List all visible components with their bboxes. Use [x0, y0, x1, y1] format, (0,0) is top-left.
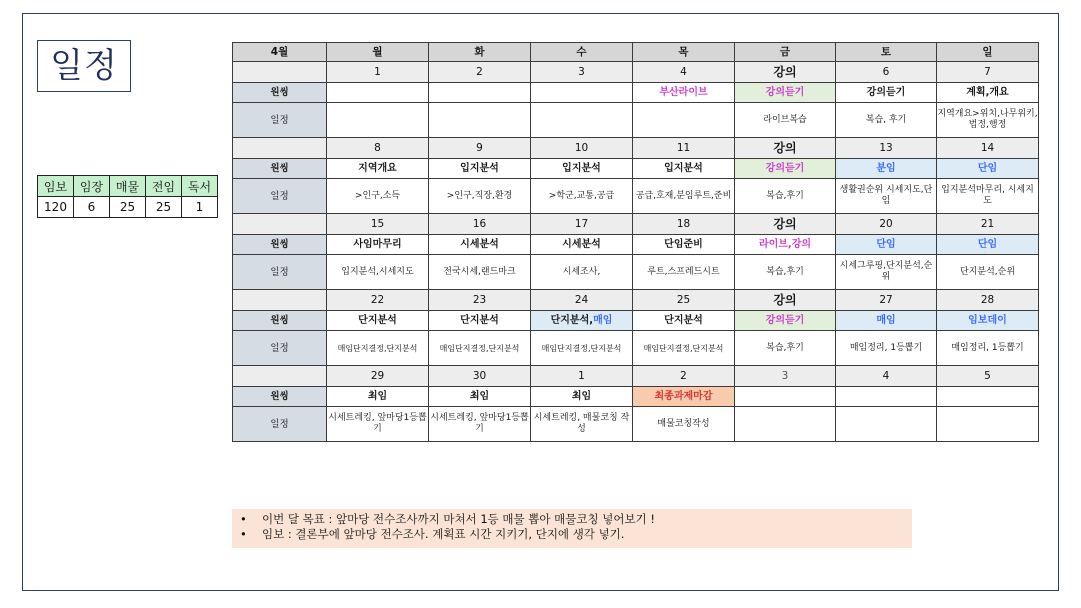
week-date-row	[233, 290, 1039, 311]
date-cell: 25	[633, 290, 735, 311]
date-cell: 27	[836, 290, 937, 311]
onething-cell: 지역개요	[327, 159, 429, 179]
onething-label: 원씽	[233, 235, 327, 255]
date-row-label	[233, 62, 327, 83]
calendar-table	[232, 42, 1039, 442]
onething-label: 원씽	[233, 311, 327, 331]
schedule-cell	[633, 103, 735, 138]
schedule-cell	[735, 407, 836, 442]
schedule-cell	[531, 103, 633, 138]
bullet-icon: •	[240, 527, 247, 541]
onething-cell: 단임	[937, 235, 1039, 255]
date-row-label	[233, 290, 327, 311]
date-cell: 29	[327, 366, 429, 387]
onething-cell: 강의듣기	[836, 83, 937, 103]
day-header: 수	[531, 43, 633, 62]
day-header: 월	[327, 43, 429, 62]
onething-cell: 단지분석	[327, 311, 429, 331]
schedule-cell: 입지분석마무리, 시세지도	[937, 179, 1039, 214]
day-header: 토	[836, 43, 937, 62]
date-cell: 3	[735, 366, 836, 387]
date-cell: 20	[836, 214, 937, 235]
date-cell: 7	[937, 62, 1039, 83]
onething-cell	[531, 83, 633, 103]
date-cell: 28	[937, 290, 1039, 311]
date-cell: 강의	[735, 290, 836, 311]
week-date-row	[233, 138, 1039, 159]
schedule-cell: 전국시세,랜드마크	[429, 255, 531, 290]
schedule-cell: 입지분석,시세지도	[327, 255, 429, 290]
week-date-row	[233, 62, 1039, 83]
onething-cell: 계획,개요	[937, 83, 1039, 103]
stats-value-cell: 6	[74, 197, 110, 218]
date-cell: 24	[531, 290, 633, 311]
schedule-cell: 시세그루핑,단지분석,순위	[836, 255, 937, 290]
schedule-cell: 시세트레킹, 매물코칭 작성	[531, 407, 633, 442]
week-schedule-row	[233, 255, 1039, 290]
date-cell: 4	[836, 366, 937, 387]
date-cell: 3	[531, 62, 633, 83]
date-cell: 21	[937, 214, 1039, 235]
onething-cell	[836, 387, 937, 407]
schedule-cell: 매임단지결정,단지분석	[327, 331, 429, 366]
date-cell: 강의	[735, 62, 836, 83]
date-cell: 8	[327, 138, 429, 159]
onething-cell: 사임마무리	[327, 235, 429, 255]
week-onething-row	[233, 387, 1039, 407]
schedule-cell: 단지분석,순위	[937, 255, 1039, 290]
onething-cell: 강의듣기	[735, 311, 836, 331]
week-schedule-row	[233, 331, 1039, 366]
stats-header-row	[38, 176, 218, 197]
date-row-label	[233, 214, 327, 235]
note-line	[240, 527, 912, 542]
schedule-cell	[429, 103, 531, 138]
onething-cell	[937, 387, 1039, 407]
date-cell: 11	[633, 138, 735, 159]
onething-cell: 입지분석	[531, 159, 633, 179]
schedule-cell	[937, 407, 1039, 442]
onething-cell: 부산라이브	[633, 83, 735, 103]
stats-table	[37, 175, 218, 218]
week-date-row	[233, 214, 1039, 235]
date-cell: 9	[429, 138, 531, 159]
schedule-label: 일정	[233, 407, 327, 442]
stats-value-cell: 1	[182, 197, 218, 218]
week-onething-row	[233, 235, 1039, 255]
schedule-label: 일정	[233, 103, 327, 138]
stats-header-cell: 임장	[74, 176, 110, 197]
calendar-header-row	[233, 43, 1039, 62]
schedule-label: 일정	[233, 255, 327, 290]
month-label: 4월	[233, 43, 327, 62]
schedule-cell: 복습, 후기	[836, 103, 937, 138]
onething-cell: 단임	[836, 235, 937, 255]
date-cell: 10	[531, 138, 633, 159]
onething-cell	[531, 311, 633, 331]
date-cell: 15	[327, 214, 429, 235]
onething-cell: 매임	[836, 311, 937, 331]
onething-cell: 강의듣기	[735, 159, 836, 179]
schedule-cell: 매임정리, 1등뽑기	[937, 331, 1039, 366]
schedule-cell: 복습,후기	[735, 331, 836, 366]
date-cell: 2	[633, 366, 735, 387]
schedule-cell: 라이브복습	[735, 103, 836, 138]
note-text: 임보 : 결론부에 앞마당 전수조사. 계획표 시간 지키기, 단지에 생각 넣기.	[262, 527, 625, 541]
schedule-cell: 매임단지결정,단지분석	[429, 331, 531, 366]
date-cell: 1	[531, 366, 633, 387]
date-cell: 강의	[735, 138, 836, 159]
stats-value-cell: 25	[110, 197, 146, 218]
page-title: 일정	[37, 40, 131, 92]
onething-cell: 단임	[937, 159, 1039, 179]
date-cell: 30	[429, 366, 531, 387]
schedule-cell: 시세트레킹, 앞마당1등뽑기	[429, 407, 531, 442]
onething-label: 원씽	[233, 387, 327, 407]
date-cell: 5	[937, 366, 1039, 387]
onething-cell: 시세분석	[429, 235, 531, 255]
week-onething-row	[233, 159, 1039, 179]
onething-cell: 임보데이	[937, 311, 1039, 331]
onething-label: 원씽	[233, 159, 327, 179]
note-line	[240, 512, 912, 527]
onething-cell: 최종과제마감	[633, 387, 735, 407]
date-row-label	[233, 366, 327, 387]
date-cell: 강의	[735, 214, 836, 235]
date-cell: 6	[836, 62, 937, 83]
date-cell: 4	[633, 62, 735, 83]
schedule-cell	[836, 407, 937, 442]
schedule-label: 일정	[233, 331, 327, 366]
monthly-goal-note	[232, 509, 912, 548]
week-onething-row	[233, 311, 1039, 331]
onething-cell: 강의듣기	[735, 83, 836, 103]
day-header: 일	[937, 43, 1039, 62]
week-schedule-row	[233, 179, 1039, 214]
schedule-cell: 생활권순위 시세지도,단임	[836, 179, 937, 214]
schedule-cell: 지역개요>위치,나무위키,법정,행정	[937, 103, 1039, 138]
stats-header-cell: 전임	[146, 176, 182, 197]
onething-cell: 라이브,강의	[735, 235, 836, 255]
onething-cell	[735, 387, 836, 407]
schedule-cell: 매임정리, 1등뽑기	[836, 331, 937, 366]
onething-cell: 입지분석	[633, 159, 735, 179]
onething-cell	[327, 83, 429, 103]
schedule-cell: 시세트레킹, 앞마당1등뽑기	[327, 407, 429, 442]
stats-value-cell: 25	[146, 197, 182, 218]
onething-cell: 단지분석	[633, 311, 735, 331]
day-header: 목	[633, 43, 735, 62]
week-schedule-row	[233, 103, 1039, 138]
date-cell: 17	[531, 214, 633, 235]
onething-cell: 최임	[327, 387, 429, 407]
schedule-cell: >인구,소득	[327, 179, 429, 214]
onething-cell: 최임	[429, 387, 531, 407]
day-header: 화	[429, 43, 531, 62]
onething-cell: 분임	[836, 159, 937, 179]
schedule-cell: 매물코칭작성	[633, 407, 735, 442]
week-onething-row	[233, 83, 1039, 103]
onething-cell: 입지분석	[429, 159, 531, 179]
date-cell: 2	[429, 62, 531, 83]
onething-cell: 최임	[531, 387, 633, 407]
stats-header-cell: 임보	[38, 176, 74, 197]
schedule-cell	[327, 103, 429, 138]
date-cell: 1	[327, 62, 429, 83]
bullet-icon: •	[240, 512, 247, 526]
onething-cell: 단지분석	[429, 311, 531, 331]
week-schedule-row	[233, 407, 1039, 442]
stats-value-row	[38, 197, 218, 218]
schedule-cell: 시세조사,	[531, 255, 633, 290]
note-text: 이번 달 목표 : 앞마당 전수조사까지 마쳐서 1등 매물 뽑아 매물코칭 넣어보기 !	[262, 512, 655, 526]
day-header: 금	[735, 43, 836, 62]
schedule-cell: >인구,직장,환경	[429, 179, 531, 214]
schedule-cell: 복습,후기	[735, 255, 836, 290]
onething-label: 원씽	[233, 83, 327, 103]
schedule-label: 일정	[233, 179, 327, 214]
date-cell: 13	[836, 138, 937, 159]
week-date-row	[233, 366, 1039, 387]
schedule-cell: >학군,교통,공급	[531, 179, 633, 214]
schedule-cell: 루트,스프레드시트	[633, 255, 735, 290]
onething-cell: 단임준비	[633, 235, 735, 255]
onething-highlight: 매임	[593, 315, 613, 326]
schedule-cell: 복습,후기	[735, 179, 836, 214]
stats-header-cell: 독서	[182, 176, 218, 197]
date-row-label	[233, 138, 327, 159]
schedule-cell: 공급,호재,분임루트,준비	[633, 179, 735, 214]
onething-cell: 시세분석	[531, 235, 633, 255]
date-cell: 23	[429, 290, 531, 311]
date-cell: 14	[937, 138, 1039, 159]
stats-header-cell: 매물	[110, 176, 146, 197]
schedule-cell: 매임단지결정,단지분석	[633, 331, 735, 366]
stats-value-cell: 120	[38, 197, 74, 218]
onething-cell	[429, 83, 531, 103]
date-cell: 22	[327, 290, 429, 311]
date-cell: 16	[429, 214, 531, 235]
schedule-cell: 매임단지결정,단지분석	[531, 331, 633, 366]
onething-text: 단지분석,	[550, 315, 594, 326]
date-cell: 18	[633, 214, 735, 235]
